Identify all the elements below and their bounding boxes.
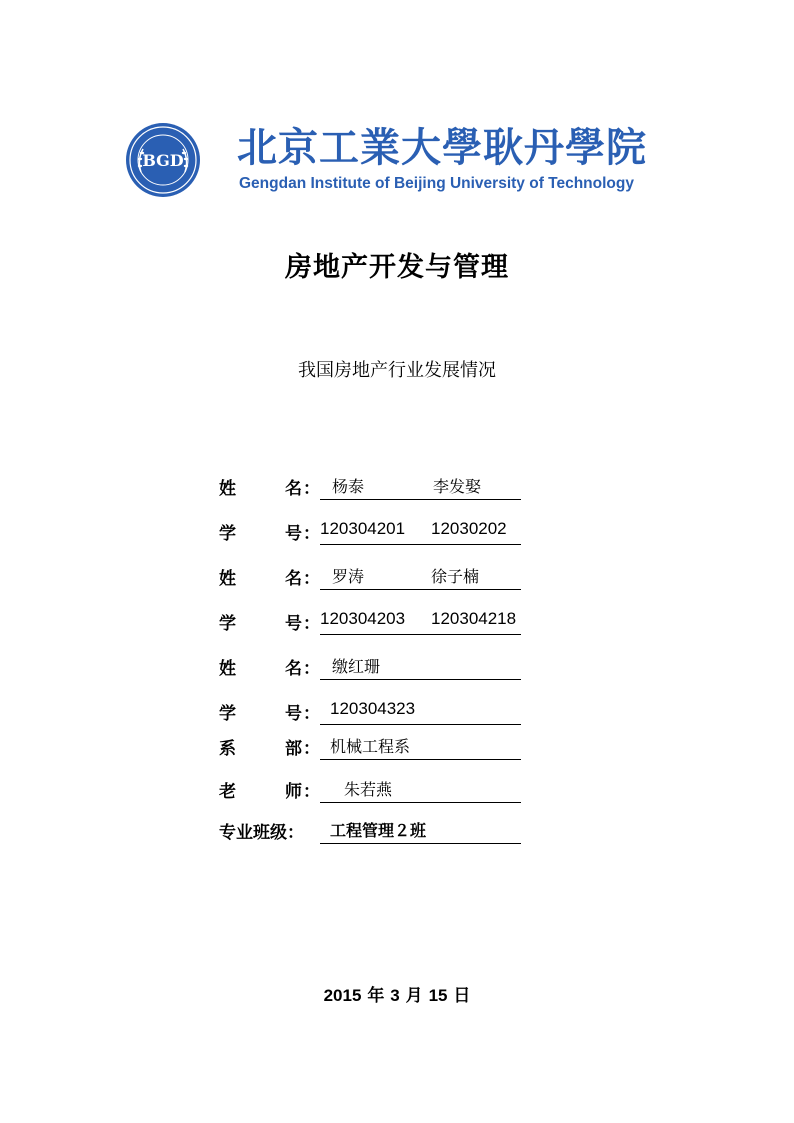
student-name: 徐子楠 [431, 567, 480, 586]
school-name-cn: 北京工業大學耿丹學院 [237, 124, 647, 171]
class-name: 工程管理２班 [330, 821, 427, 840]
department-name: 机械工程系 [330, 737, 411, 756]
student-id: 120304323 [330, 699, 416, 718]
student-id: 120304218 [431, 609, 517, 628]
school-logo-icon [125, 122, 201, 198]
field-value [320, 519, 521, 545]
field-value [320, 818, 521, 844]
student-name: 罗涛 [332, 567, 365, 586]
student-name: 杨泰 [332, 477, 365, 496]
field-row-name-2: 姓 名 ： 罗涛 徐子楠 [219, 564, 521, 594]
logo-text: BGD [142, 151, 184, 170]
field-value [320, 609, 521, 635]
report-date [0, 981, 794, 1006]
field-value [320, 564, 521, 590]
date-year: 2015 [323, 986, 362, 1005]
date-month-unit: 月 [405, 986, 423, 1006]
date-month: 3 [390, 986, 400, 1005]
date-day: 15 [428, 986, 448, 1005]
field-row-id-1: 学 号 ： 120304201 12030202 [219, 519, 521, 549]
field-value [320, 777, 521, 803]
teacher-name: 朱若燕 [344, 780, 393, 799]
field-row-department: 系 部 ： 机械工程系 [219, 734, 521, 764]
field-row-name-1: 姓 名 ： 杨泰 李发娶 [219, 474, 521, 504]
student-name: 李发娶 [433, 477, 482, 496]
field-row-class: 专业班级： 工程管理２班 [219, 818, 521, 848]
student-id: 120304203 [320, 609, 406, 628]
date-year-unit: 年 [367, 986, 385, 1006]
field-row-id-2: 学 号 ： 120304203 120304218 [219, 609, 521, 639]
student-id: 120304201 [320, 519, 406, 538]
report-title: 我国房地产行业发展情况 [298, 360, 496, 381]
field-value [320, 474, 521, 500]
field-value [320, 654, 521, 680]
school-header [125, 118, 670, 198]
school-name-en: Gengdan Institute of Beijing University of Technology [239, 175, 634, 192]
field-value [320, 734, 521, 760]
field-row-teacher: 老 师 ： 朱若燕 [219, 777, 521, 807]
field-row-id-3: 学 号 ： 120304323 [219, 699, 521, 729]
field-value [320, 699, 521, 725]
student-id: 12030202 [431, 519, 507, 538]
field-row-name-3: 姓 名 ： 缴红珊 [219, 654, 521, 684]
course-title: 房地产开发与管理 [285, 252, 509, 283]
student-name: 缴红珊 [332, 657, 381, 676]
date-day-unit: 日 [453, 986, 471, 1006]
